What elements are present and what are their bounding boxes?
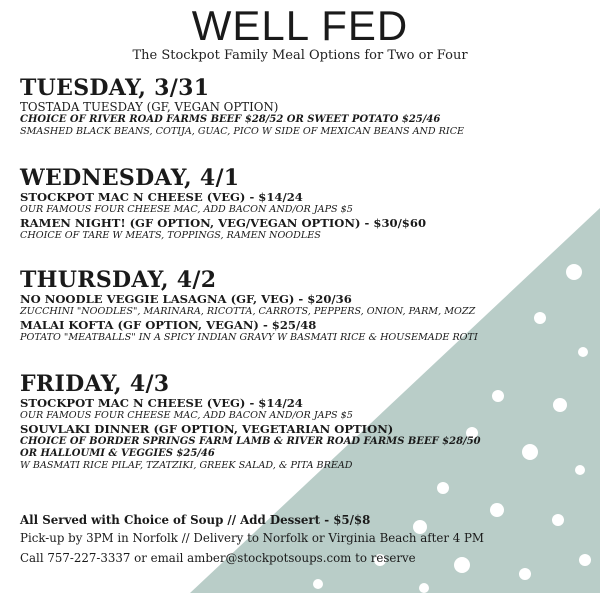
day-section-wednesday — [20, 166, 585, 242]
menu-item-pricing: OR HALLOUMI & VEGGIES $25/46 — [20, 448, 215, 459]
menu-item-title: STOCKPOT MAC N CHEESE (VEG) - $14/24 — [20, 396, 303, 410]
menu-item-description: ZUCCHINI "NOODLES", MARINARA, RICOTTA, CARROTS, PEPPERS, ONION, PARM, MOZZ — [20, 306, 476, 317]
menu-item-pricing: CHOICE OF RIVER ROAD FARMS BEEF $28/52 OR SWEET POTATO $25/46 — [20, 114, 441, 125]
menu-item-title: RAMEN NIGHT! (GF OPTION, VEG/VEGAN OPTION) - $30/$60 — [20, 216, 427, 230]
menu-item-pricing: CHOICE OF BORDER SPRINGS FARM LAMB & RIVER ROAD FARMS BEEF $28/50 — [20, 436, 481, 447]
menu-item-description: SMASHED BLACK BEANS, COTIJA, GUAC, PICO W SIDE OF MEXICAN BEANS AND RICE — [20, 126, 465, 137]
menu-item-title: SOUVLAKI DINNER (GF OPTION, VEGETARIAN OPTION) — [20, 422, 394, 436]
footer-info — [20, 512, 585, 568]
day-section-thursday — [20, 268, 585, 344]
page-title: WELL FED — [191, 2, 409, 49]
day-section-tuesday — [20, 76, 585, 138]
day-heading: TUESDAY, 3/31 — [20, 75, 210, 101]
menu-item-description: W BASMATI RICE PILAF, TZATZIKI, GREEK SALAD, & PITA BREAD — [20, 460, 353, 471]
menu-item-description: OUR FAMOUS FOUR CHEESE MAC, ADD BACON AND/OR JAPS $5 — [20, 204, 353, 215]
day-heading: FRIDAY, 4/3 — [20, 371, 170, 397]
menu-item-description: OUR FAMOUS FOUR CHEESE MAC, ADD BACON AND/OR JAPS $5 — [20, 410, 353, 421]
menu-item-title: STOCKPOT MAC N CHEESE (VEG) - $14/24 — [20, 190, 303, 204]
menu-item-title: TOSTADA TUESDAY (GF, VEGAN OPTION) — [20, 100, 279, 114]
footer-contact: Call 757-227-3337 or email amber@stockpotsoups.com to reserve — [20, 551, 416, 565]
menu-item-title: MALAI KOFTA (GF OPTION, VEGAN) - $25/48 — [20, 318, 317, 332]
page-subtitle: The Stockpot Family Meal Options for Two or Four — [132, 48, 468, 63]
menu-item-description: POTATO "MEATBALLS" IN A SPICY INDIAN GRAVY W BASMATI RICE & HOUSEMADE ROTI — [20, 332, 478, 343]
menu-item-title: NO NOODLE VEGGIE LASAGNA (GF, VEG) - $20/36 — [20, 292, 352, 306]
day-heading: WEDNESDAY, 4/1 — [20, 165, 240, 191]
day-heading: THURSDAY, 4/2 — [20, 267, 217, 293]
menu-item-description: CHOICE OF TARE W MEATS, TOPPINGS, RAMEN NOODLES — [20, 230, 321, 241]
footer-soup-dessert: All Served with Choice of Soup // Add Dessert - $5/$8 — [20, 513, 371, 527]
day-section-friday — [20, 372, 585, 472]
footer-pickup-delivery: Pick-up by 3PM in Norfolk // Delivery to Norfolk or Virginia Beach after 4 PM — [20, 531, 485, 545]
